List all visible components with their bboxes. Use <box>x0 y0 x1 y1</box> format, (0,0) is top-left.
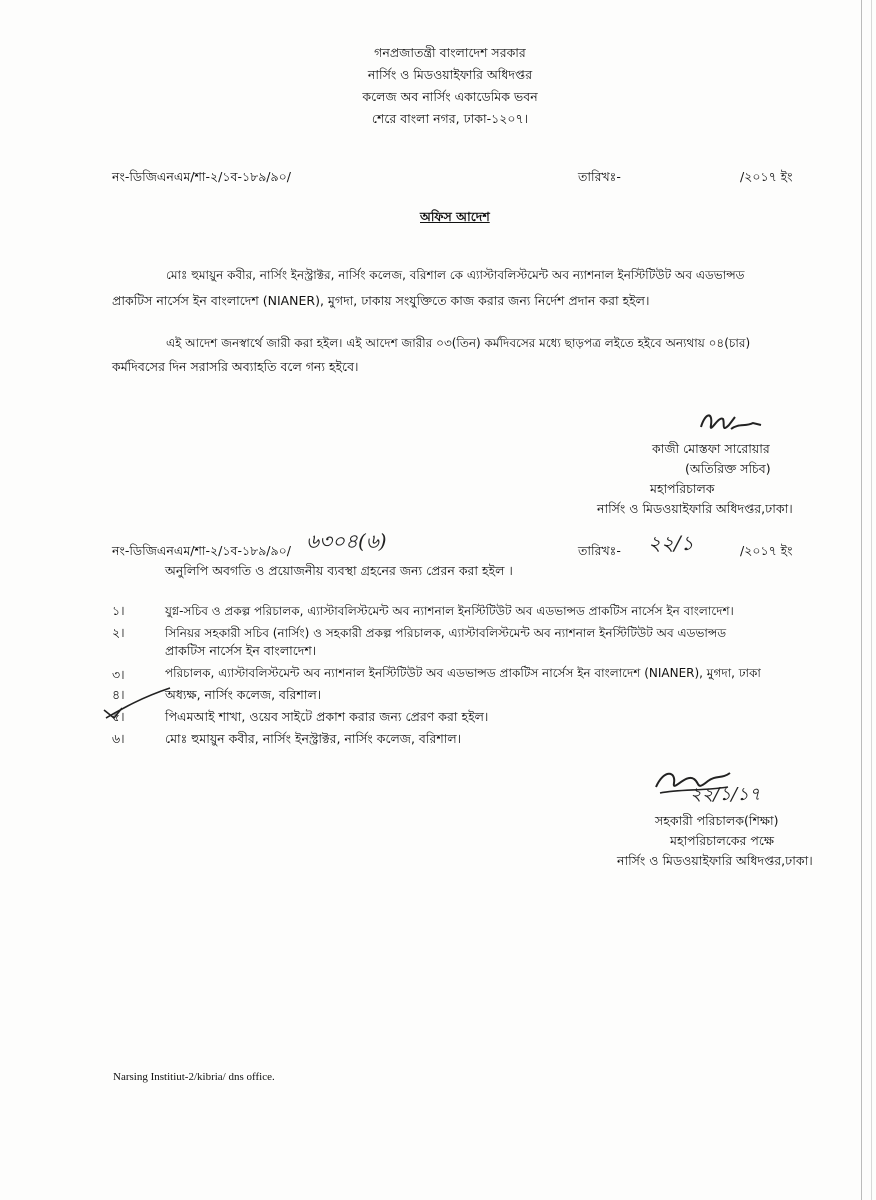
memo2-date-value: /২০১৭ ইং <box>740 543 793 558</box>
copy-item-number: ৩। <box>112 667 125 682</box>
handwritten-tick-mark <box>100 684 180 728</box>
scan-edge-line <box>871 0 872 1200</box>
signature-director-general <box>695 405 765 445</box>
header-address: শেরে বাংলা নগর, ঢাকা-১২০৭। <box>371 111 529 126</box>
signatory2-on-behalf: মহাপরিচালকের পক্ষে <box>670 833 775 848</box>
signatory2-designation: সহকারী পরিচালক(শিক্ষা) <box>655 813 779 828</box>
scan-edge-line <box>861 0 862 1200</box>
copy-intro-text: অনুলিপি অবগতি ও প্রয়োজনীয় ব্যবস্থা গ্রহনের জন্য প্রেরন করা হইল । <box>165 563 513 578</box>
copy-item-text: পিএমআই শাখা, ওয়েব সাইটে প্রকাশ করার জন্য প্রেরণ করা হইল। <box>165 709 489 724</box>
memo2-date-handwritten: ২২/১ <box>648 531 694 555</box>
header-directorate: নার্সিং ও মিডওয়াইফারি অধিদপ্তর <box>367 67 533 82</box>
signatory1-designation: মহাপরিচালক <box>650 481 715 496</box>
signatory1-rank: (অতিরিক্ত সচিব) <box>685 461 771 476</box>
copy-item-number: ২। <box>112 625 125 640</box>
copy-item-text-continued: প্রাকটিস নার্সেস ইন বাংলাদেশ। <box>165 643 317 658</box>
memo1-date-value: /২০১৭ ইং <box>740 169 793 184</box>
order-paragraph-1-line-1: মোঃ হুমায়ুন কবীর, নার্সিং ইনস্ট্রাক্টর, নার্সিং কলেজ, বরিশাল কে এ্যাস্টাবলিস্টমেন্ট অব ন্যাশনাল ইনস্টিটিউট অব এডভান্সড <box>166 268 745 282</box>
memo2-ref-number: নং-ডিজিএনএম/শা-২/১ব-১৮৯/৯০/ <box>112 543 291 558</box>
signature-date-handwritten: ২২/১/১৭ <box>690 784 761 805</box>
copy-item-number: ৪। <box>112 687 125 702</box>
office-order-title: অফিস আদেশ <box>420 209 490 224</box>
memo1-date-label: তারিখঃ- <box>578 169 621 184</box>
memo2-ref-handwritten: ৬৩০৪(৬) <box>306 529 387 553</box>
copy-item-text: পরিচালক, এ্যাস্টাবলিস্টমেন্ট অব ন্যাশনাল ইনস্টিটিউট অব এডভান্সড প্রাকটিস নার্সেস ইন বাংলাদেশ (NIANER), মুগদা, ঢাকা <box>165 666 761 680</box>
copy-item-number: ১। <box>112 603 125 618</box>
order-paragraph-2-line-1: এই আদেশ জনস্বার্থে জারী করা হইল। এই আদেশ জারীর ০৩(তিন) কর্মদিবসের মধ্যে ছাড়পত্র লইতে হইবে অন্যথায় ০৪(চার) <box>166 336 751 350</box>
footer-file-note: Narsing Institiut-2/kibria/ dns office. <box>113 1071 275 1083</box>
copy-item-text: সিনিয়র সহকারী সচিব (নার্সিং) ও সহকারী প্রকল্প পরিচালক, এ্যাস্টাবলিস্টমেন্ট অব ন্যাশনাল ইনস্টিটিউট অব এডভান্সড <box>165 626 727 640</box>
signatory1-office: নার্সিং ও মিডওয়াইফারি অধিদপ্তর,ঢাকা। <box>597 501 793 516</box>
copy-item-text: মোঃ হুমায়ুন কবীর, নার্সিং ইনস্ট্রাক্টর, নার্সিং কলেজ, বরিশাল। <box>165 731 462 746</box>
copy-item-number: ৬। <box>112 731 125 746</box>
copy-item-number: ৫। <box>112 709 125 724</box>
signatory1-name: কাজী মোস্তফা সারোয়ার <box>652 441 770 456</box>
order-paragraph-1-line-2: প্রাকটিস নার্সেস ইন বাংলাদেশ (NIANER), মুগদা, ঢাকায় সংযুক্তিতে কাজ করার জন্য নির্দেশ প্রদান করা হইল। <box>112 293 650 308</box>
memo1-ref-number: নং-ডিজিএনএম/শা-২/১ব-১৮৯/৯০/ <box>112 169 291 184</box>
header-govt: গনপ্রজাতন্ত্রী বাংলাদেশ সরকার <box>374 45 526 60</box>
header-building: কলেজ অব নার্সিং একাডেমিক ভবন <box>362 89 538 104</box>
memo2-date-label: তারিখঃ- <box>578 543 621 558</box>
copy-item-text: অধ্যক্ষ, নার্সিং কলেজ, বরিশাল। <box>165 687 322 702</box>
order-paragraph-2-line-2: কর্মদিবসের দিন সরাসরি অব্যাহতি বলে গন্য হইবে। <box>112 359 359 374</box>
signatory2-office: নার্সিং ও মিডওয়াইফারি অধিদপ্তর,ঢাকা। <box>617 853 813 868</box>
copy-item-text: যুগ্ন-সচিব ও প্রকল্প পরিচালক, এ্যাস্টাবলিস্টমেন্ট অব ন্যাশনাল ইনস্টিটিউট অব এডভান্সড প্রাকটিস নার্সেস ইন বাংলাদেশ। <box>165 604 734 618</box>
